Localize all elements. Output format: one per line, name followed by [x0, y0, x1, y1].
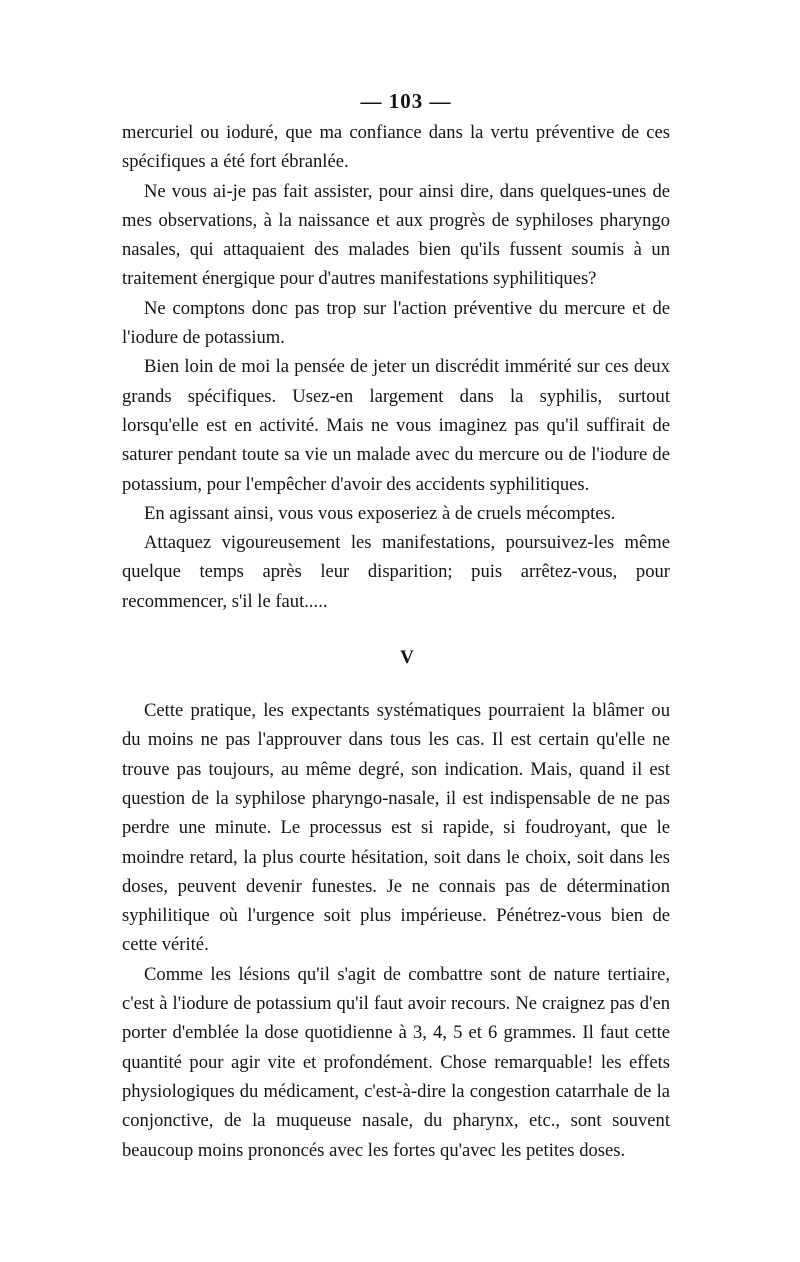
paragraph: Bien loin de moi la pensée de jeter un discrédit immérité sur ces deux grands spécifiques. Usez-en largement dans la syphilis, surtout lorsqu'elle est en activité. Mais ne vous imaginez pas qu'il suffirait de saturer pendant toute sa vie un malade avec du mercure ou de l'iodure de potassium, pour l'empêcher d'avoir des accidents syphilitiques. — [122, 356, 670, 495]
paragraph: mercuriel ou ioduré, que ma confiance dans la vertu préventive de ces spécifiques a été fort ébranlée. — [122, 122, 670, 173]
page-number: — 103 — — [360, 89, 452, 113]
text-block-top — [122, 118, 670, 616]
paragraph: Comme les lésions qu'il s'agit de combattre sont de nature tertiaire, c'est à l'iodure de potassium qu'il faut avoir recours. Ne craignez pas d'en porter d'emblée la dose quotidienne à 3, 4, 5 et 6 grammes. Il faut cette quantité pour agir vite et profondément. Chose remarquable! les effets physiologiques du médicament, c'est-à-dire la congestion catarrhale de la conjonctive, de la muqueuse nasale, du pharynx, etc., sont souvent beaucoup moins prononcés avec les fortes qu'avec les petites doses. — [122, 963, 670, 1161]
paragraph: Ne vous ai-je pas fait assister, pour ainsi dire, dans quelques-unes de mes observations, à la naissance et aux progrès de syphiloses pharyngo nasales, qui attaquaient des malades bien qu'ils fussent soumis à un traitement énergique pour d'autres manifestations syphilitiques? — [122, 180, 670, 290]
paragraph: En agissant ainsi, vous vous exposeriez à de cruels mécomptes. — [144, 502, 616, 524]
paragraph: Ne comptons donc pas trop sur l'action préventive du mercure et de l'iodure de potassium. — [122, 297, 670, 349]
paragraph: Attaquez vigoureusement les manifestations, poursuivez-les même quelque temps après leur disparition; puis arrêtez-vous, pour recommencer, s'il le faut..... — [122, 532, 670, 612]
text-block-bottom — [122, 696, 670, 1165]
book-page — [122, 84, 670, 1165]
section-heading: V — [400, 647, 414, 669]
paragraph: Cette pratique, les expectants systématiques pourraient la blâmer ou du moins ne pas l'approuver dans tous les cas. Il est certain qu'elle ne trouve pas toujours, au même degré, son indication. Mais, quand il est question de la syphilose pharyngo-nasale, il est indispensable de ne pas perdre une minute. Le processus est si rapide, si foudroyant, que le moindre retard, la plus courte hésitation, soit dans le choix, soit dans les doses, peuvent devenir funestes. Je ne connais pas de détermination syphilitique où l'urgence soit plus impérieuse. Pénétrez-vous bien de cette vérité. — [122, 700, 670, 956]
